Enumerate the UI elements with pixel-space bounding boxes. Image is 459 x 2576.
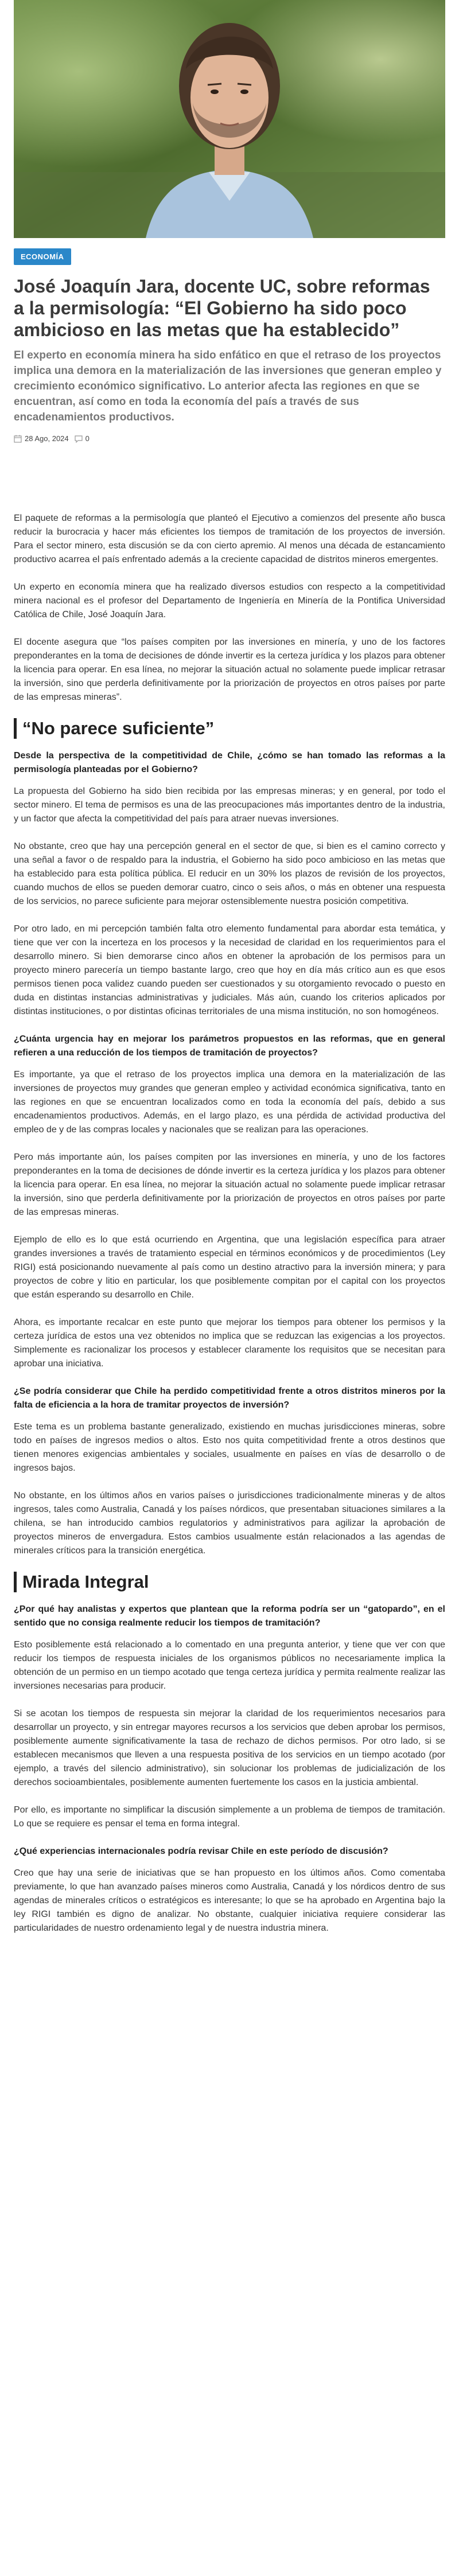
paragraph: Creo que hay una serie de iniciativas que se han propuesto en los últimos años. Como comentaba previamente, lo que han avanzado países mineros como Australia, Canadá y los nórdicos dentro de sus agendas de minerales críticos o estratégicos es interesante; lo que se ha aprobado en Argentina bajo la ley RIGI también es digno de analizar. No obstante, cualquier iniciativa requiere considerar las particularidades de nuestro ordenamiento legal y de nuestra industria minera. (14, 1868, 445, 1933)
section-heading: Mirada Integral (14, 1572, 445, 1592)
date-item (14, 434, 69, 443)
interview-question: ¿Qué experiencias internacionales podría revisar Chile en este período de discusión? (14, 1846, 388, 1856)
paragraph: Un experto en economía minera que ha realizado diversos estudios con respecto a la competitividad minera nacional es el profesor del Departamento de Ingeniería en Minería de la Pontifica Universidad Católica de Chile, José Joaquín Jara. (14, 582, 445, 619)
paragraph: La propuesta del Gobierno ha sido bien recibida por las empresas mineras; y en general, por todo el sector minero. El tema de permisos es una de las preocupaciones más importantes dentro de la industria, y un factor que afecta la competitividad del país para atraer nuevas inversiones. (14, 786, 445, 824)
article-lead: El experto en economía minera ha sido enfático en que el retraso de los proyectos implica una demora en la materialización de las inversiones que generan empleo y crecimiento económico significativo. Lo anterior afecta las regiones en que se encuentran, así como en toda la economía del país a través de sus encadenamientos productivos. (14, 349, 442, 423)
interview-question: ¿Por qué hay analistas y expertos que plantean que la reforma podría ser un “gatopardo”, en el sentido que no consiga realmente reducir los tiempos de tramitación? (14, 1604, 445, 1628)
interview-question: Desde la perspectiva de la competitividad de Chile, ¿cómo se han tomado las reformas a la permisología planteadas por el Gobierno? (14, 751, 445, 774)
paragraph: Es importante, ya que el retraso de los proyectos implica una demora en la materialización de las inversiones de proyectos muy grandes que generan empleo y actividad económica significativa, tanto en las regiones en que se encuentran localizados como en toda la economía del país, debido a sus encadenamientos productivos. Además, en el largo plazo, es una pérdida de actividad productiva del empleo de y de las compras locales y nacionales que se realizan para las operaciones. (14, 1070, 445, 1135)
paragraph: Por ello, es importante no simplificar la discusión simplemente a un problema de tiempos de tramitación. Lo que se requiere es pensar el tema en forma integral. (14, 1805, 445, 1829)
hero-photo (14, 0, 445, 238)
paragraph: Ejemplo de ello es lo que está ocurriendo en Argentina, que una legislación específica para atraer grandes inversiones a través de tratamiento especial en términos económicos y de procedimientos (Ley RIGI) está posicionando nuevamente al país como un destino atractivo para la inversión minera; y para proyectos de cobre y litio en particular, los que posiblemente compitan por el capital con los proyectos que están esperando su desarrollo en Chile. (14, 1235, 445, 1300)
section-heading: “No parece suficiente” (14, 718, 445, 739)
comment-count: 0 (85, 434, 90, 443)
paragraph: Este tema es un problema bastante generalizado, existiendo en muchas jurisdicciones mineras, sobre todo en países de ingresos medios o altos. Esto nos quita competitividad frente a otros destinos que tienen menores exigencias ambientales y sociales, usualmente en países en vías de desarrollo o de ingresos bajos. (14, 1422, 445, 1473)
paragraph: Esto posiblemente está relacionado a lo comentado en una pregunta anterior, y tiene que ver con que reducir los tiempos de respuesta iniciales de los organismos públicos no necesariamente implica la obtención de un permiso en un tiempo acotado que tenga certeza jurídica y permita realmente realizar las inversiones necesarias para producir. (14, 1640, 445, 1691)
paragraph: Pero más importante aún, los países compiten por las inversiones en minería, y uno de los factores preponderantes en la toma de decisiones de dónde invertir es la certeza jurídica y los plazos para obtener la licencia para operar. En esa línea, no mejorar la situación actual no solamente puede implicar retrasar la inversión, sino que perderla definitivamente por la priorización de proyectos en otros países por parte de las empresas mineras. (14, 1152, 445, 1217)
article-body (14, 512, 445, 1935)
publish-date: 28 Ago, 2024 (25, 434, 69, 443)
paragraph: Si se acotan los tiempos de respuesta sin mejorar la claridad de los requerimientos necesarios para desarrollar un proyecto, y sin entregar mayores recursos a los servicios que deben aprobar los permisos, posiblemente aumente significativamente la tasa de rechazo de dichos permisos. Por otro lado, si se establecen mecanismos que lleven a una respuesta positiva de los servicios en un tiempo acotado (por ejemplo, a través del silencio administrativo), sin solucionar los problemas de judicialización de los derechos socioambientales, posiblemente aumenten fuertemente los casos en la justicia ambiental. (14, 1709, 445, 1787)
paragraph: No obstante, en los últimos años en varios países o jurisdicciones tradicionalmente mineras y de altos ingresos, tales como Australia, Canadá y los países nórdicos, que presentaban situaciones similares a la chilena, se han introducido cambios regulatorios y administrativos para agilizar la aprobación de proyectos mineros de envergadura. Estos cambios usualmente están relacionados a las agendas de minerales críticos para la transición energética. (14, 1491, 445, 1556)
interview-question: ¿Se podría considerar que Chile ha perdido competitividad frente a otros distritos mineros por la falta de eficiencia a la hora de tramitar proyectos de inversión? (14, 1386, 445, 1410)
category-badge[interactable]: ECONOMÍA (14, 248, 71, 265)
article-meta (14, 434, 445, 443)
paragraph: El paquete de reformas a la permisología que planteó el Ejecutivo a comienzos del presente año busca reducir la burocracia y hacer más eficientes los tiempos de tramitación de los proyectos de inversión. Para el sector minero, esta discusión se da con cierto apremio. Al menos una década de estancamiento productivo acarrea el país enfrentado además a la creciente capacidad de distritos mineros emergentes. (14, 513, 445, 564)
article-title: José Joaquín Jara, docente UC, sobre reformas a la permisología: “El Gobierno ha sido poco ambicioso en las metas que ha establecido” (14, 276, 430, 340)
interview-question: ¿Cuánta urgencia hay en mejorar los parámetros propuestos en las reformas, que en general refieren a una reducción de los tiempos de tramitación de proyectos? (14, 1034, 445, 1058)
hero-image (14, 0, 445, 238)
paragraph: Por otro lado, en mi percepción también falta otro elemento fundamental para abordar esta temática, y tiene que ver con la incerteza en los procesos y la necesidad de claridad en los requerimientos para el desarrollo minero. Si bien demorarse cinco años en obtener la aprobación de los permisos para un proyecto minero parecería un tiempo bastante largo, creo que hoy en día más crítico aun es que esos permisos tienen poca validez cuando pueden ser cuestionados y su otorgamiento revocado o puesto en duda en distintas instancias administrativas y judiciales. Más aún, cuando los criterios aplicados por distintas instituciones, o por distintas oficinas territoriales de una misma institución, no son homogéneos. (14, 924, 445, 1016)
paragraph: Ahora, es importante recalcar en este punto que mejorar los tiempos para obtener los permisos y la certeza jurídica de estos una vez obtenidos no implica que se reduzcan las exigencias a los proyectos. Simplemente es racionalizar los procesos y establecer claramente los requisitos que se necesitan para aprobar una iniciativa. (14, 1318, 445, 1369)
comments-item[interactable] (75, 434, 90, 443)
paragraph: No obstante, creo que hay una percepción general en el sector de que, si bien es el camino correcto y una señal a favor o de respaldo para la industria, el Gobierno ha sido poco ambicioso en las metas que ha establecido para esta política pública. El reducir en un 30% los plazos de revisión de los proyectos, cuando muchos de ellos se pueden demorar cuatro, cinco o seis años, o más en obtener una respuesta de los servicios, no parece suficiente para mejorar ostensiblemente nuestra posición competitiva. (14, 841, 445, 906)
calendar-icon (14, 435, 22, 443)
paragraph: El docente asegura que “los países compiten por las inversiones en minería, y uno de los factores preponderantes en la toma de decisiones de dónde invertir es la certeza jurídica y los plazos para obtener la licencia para operar. En esa línea, no mejorar la situación actual no solamente puede implicar retrasar la inversión, sino que perderla definitivamente por la priorización de proyectos en otros países por parte de las empresas mineras”. (14, 637, 445, 702)
comment-icon (75, 435, 83, 443)
